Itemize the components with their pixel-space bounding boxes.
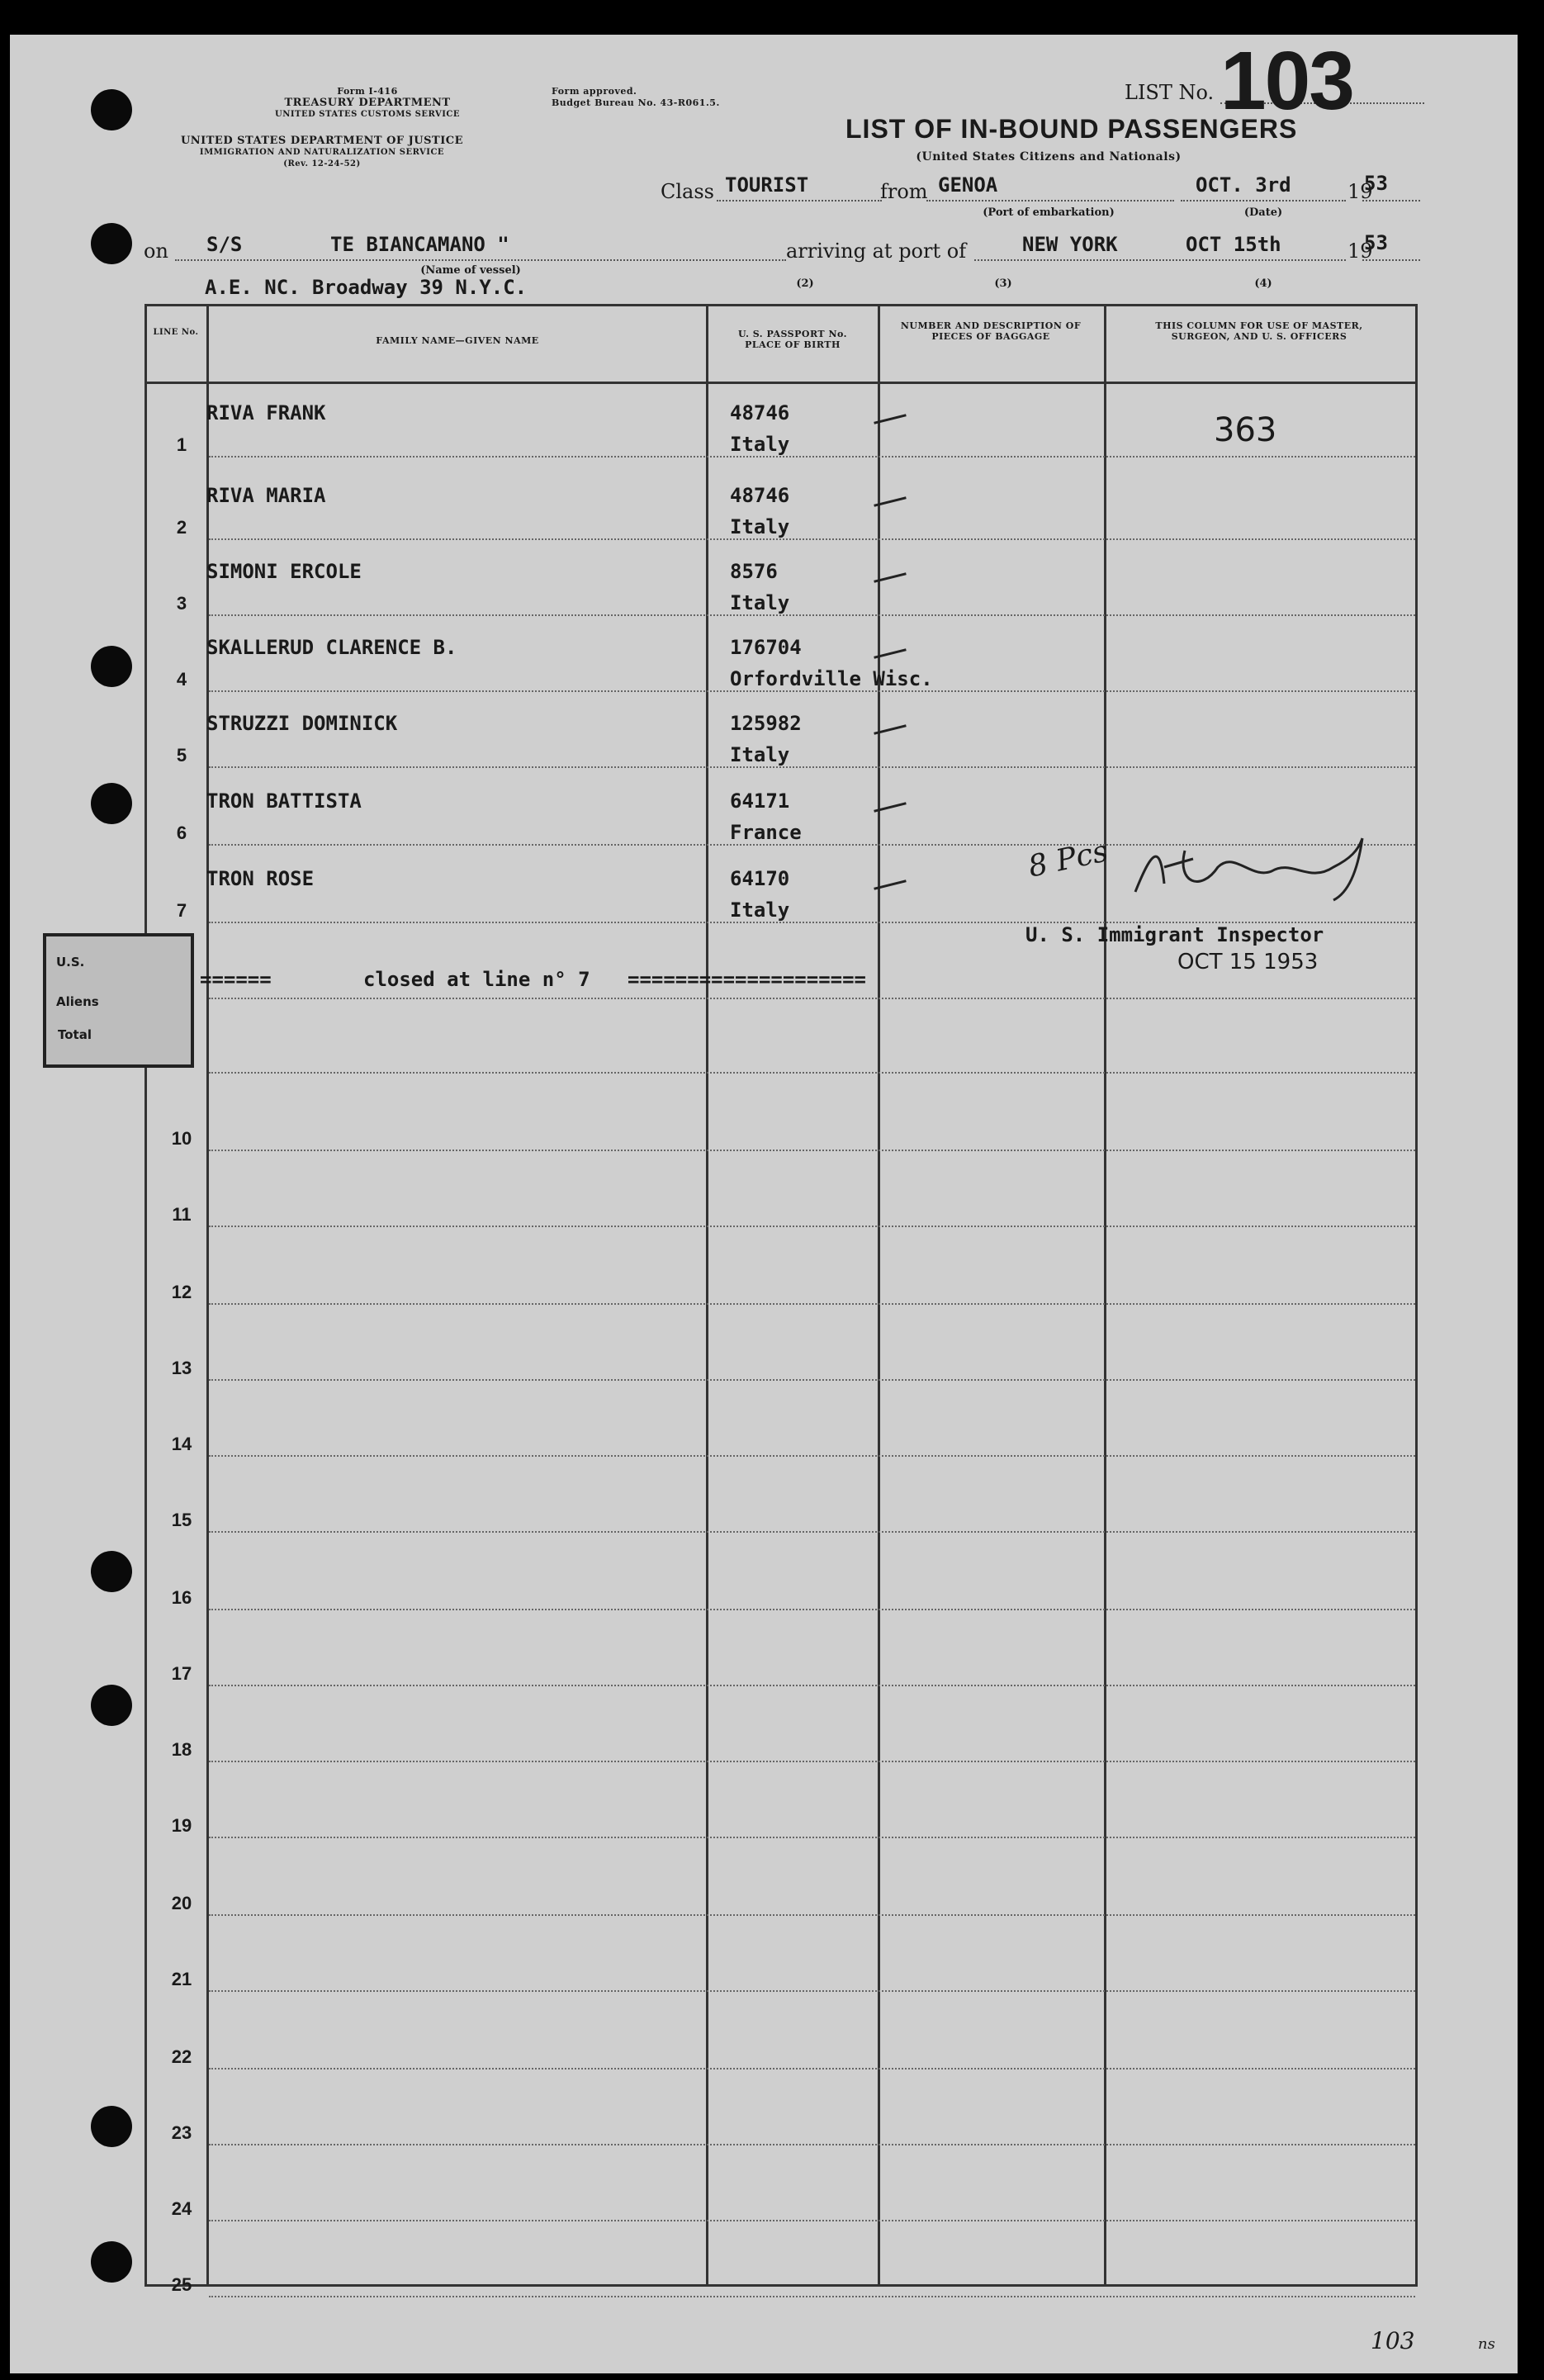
line-number: 19 [171, 1815, 192, 1836]
count-note: 363 [1214, 411, 1277, 449]
row-rule [209, 1914, 1415, 1916]
form-subtitle: (United States Citizens and Nationals) [916, 150, 1182, 164]
place-of-birth: Italy [730, 515, 790, 538]
line-number: 3 [176, 593, 187, 614]
inspector-signature [1127, 834, 1375, 908]
on-label: on [144, 239, 168, 263]
line-number: 13 [171, 1358, 192, 1378]
passport-number: 64171 [730, 789, 790, 813]
class-value: TOURIST [725, 173, 809, 197]
col-caption-3: (3) [994, 277, 1012, 290]
from-value: GENOA [938, 173, 998, 197]
line-number: 12 [171, 1282, 192, 1302]
handwritten-pieces: 8 Pcs [1025, 834, 1111, 884]
col-header-officers: THIS COLUMN FOR USE OF MASTER, SURGEON, AND U. S. OFFICERS [1155, 320, 1363, 342]
table-row [147, 545, 1415, 621]
year-line [1362, 200, 1420, 201]
baggage-check-mark [874, 496, 907, 507]
baggage-check-mark [874, 724, 907, 735]
col-caption-2: (2) [796, 277, 814, 290]
arrival-date: OCT 15th [1186, 233, 1281, 256]
agent-line: A.E. NC. Broadway 39 N.Y.C. [205, 276, 528, 299]
row-rule [209, 2296, 1415, 2297]
closed-dashes: ==================== [628, 968, 866, 991]
table-row [147, 1310, 1415, 1386]
place-of-birth: Italy [730, 591, 790, 614]
table-row [147, 2226, 1415, 2302]
passenger-name: TRON BATTISTA [206, 789, 362, 813]
punch-hole [91, 783, 132, 824]
line-number: 2 [176, 517, 187, 538]
row-rule [209, 1303, 1415, 1305]
year-prefix: 19 [1347, 180, 1373, 203]
row-rule [209, 1837, 1415, 1838]
table-row [147, 1921, 1415, 1997]
row-rule [209, 1150, 1415, 1151]
form-number: Form I-416 [337, 86, 398, 97]
table-row [147, 1691, 1415, 1767]
passenger-name: STRUZZI DOMINICK [206, 712, 398, 735]
table-row [147, 1003, 1415, 1079]
line-number: 10 [171, 1128, 192, 1149]
line-number: 23 [171, 2122, 192, 2143]
row-rule [209, 538, 1415, 540]
vessel-prefix: S/S [206, 233, 243, 256]
passport-number: 64170 [730, 867, 790, 890]
row-rule [209, 1072, 1415, 1074]
table-row [147, 469, 1415, 545]
table-row [147, 2074, 1415, 2150]
closed-dashes: ====== [200, 968, 272, 991]
line-number: 7 [176, 900, 187, 921]
place-of-birth: France [730, 821, 802, 844]
ins: IMMIGRATION AND NATURALIZATION SERVICE [199, 148, 445, 157]
baggage-check-mark [874, 572, 907, 583]
line-number: 14 [171, 1434, 192, 1454]
table-row [147, 2150, 1415, 2226]
budget-bureau: Budget Bureau No. 43-R061.5. [552, 97, 720, 108]
class-line [717, 200, 882, 201]
stamp-aliens: Aliens [56, 994, 99, 1009]
line-number: 1 [176, 434, 187, 455]
row-rule [209, 1455, 1415, 1457]
row-rule [209, 2068, 1415, 2069]
passenger-name: RIVA MARIA [206, 484, 326, 507]
table-row [147, 1386, 1415, 1462]
punch-hole [91, 2241, 132, 2283]
line-number: 20 [171, 1893, 192, 1913]
row-rule [209, 2220, 1415, 2221]
table-row [147, 1156, 1415, 1232]
arrival-year-line [1362, 259, 1420, 261]
place-of-birth: Orfordville Wisc. [730, 667, 933, 690]
passport-number: 48746 [730, 484, 790, 507]
passenger-name: SIMONI ERCOLE [206, 560, 362, 583]
table-row [147, 1767, 1415, 1843]
line-number: 22 [171, 2046, 192, 2067]
date-year: 53 [1364, 172, 1388, 195]
table-row [147, 1080, 1415, 1156]
from-label: from [880, 180, 928, 203]
row-rule [209, 1761, 1415, 1762]
line-number: 24 [171, 2198, 192, 2219]
baggage-check-mark [874, 414, 907, 424]
row-rule [209, 690, 1415, 692]
table-row [147, 697, 1415, 773]
punch-hole [91, 646, 132, 687]
line-number: 11 [172, 1204, 192, 1225]
row-rule [209, 1531, 1415, 1533]
class-label: Class [661, 180, 714, 203]
from-line [926, 200, 1174, 201]
arrival-year: 53 [1364, 231, 1388, 254]
row-rule [209, 998, 1415, 999]
row-rule [209, 1609, 1415, 1610]
punch-hole [91, 1551, 132, 1592]
baggage-check-mark [874, 879, 907, 890]
table-row [147, 1539, 1415, 1615]
vessel-value: TE BIANCAMANO " [330, 233, 509, 256]
row-rule [209, 1685, 1415, 1686]
table-row [147, 1615, 1415, 1691]
tally-stamp [43, 933, 194, 1068]
row-rule [209, 2144, 1415, 2145]
vessel-line [175, 259, 786, 261]
col-header-line: LINE No. [153, 328, 199, 337]
passport-number: 176704 [730, 636, 802, 659]
table-row [147, 1845, 1415, 1921]
list-no-label: LIST No. [1125, 81, 1215, 104]
col-caption-4: (4) [1254, 277, 1272, 290]
row-rule [209, 456, 1415, 458]
line-number: 6 [176, 823, 187, 843]
passenger-name: RIVA FRANK [206, 401, 326, 424]
punch-hole [91, 223, 132, 264]
embark-caption: (Port of embarkation) [983, 206, 1115, 219]
row-rule [209, 766, 1415, 768]
header-rule [144, 382, 1418, 384]
line-number: 17 [171, 1663, 192, 1684]
vessel-caption: (Name of vessel) [420, 264, 521, 277]
punch-hole [91, 1685, 132, 1726]
row-rule [209, 1226, 1415, 1227]
department: TREASURY DEPARTMENT [284, 97, 451, 109]
year-prefix-2: 19 [1347, 239, 1373, 263]
list-number: 103 [1220, 35, 1353, 127]
col-header-passport: U. S. PASSPORT No. PLACE OF BIRTH [738, 329, 847, 350]
row-rule [209, 614, 1415, 616]
passport-number: 8576 [730, 560, 778, 583]
stamp-total: Total [58, 1027, 92, 1042]
place-of-birth: Italy [730, 743, 790, 766]
line-number: 16 [171, 1587, 192, 1608]
inspector-label: U. S. Immigrant Inspector [1025, 923, 1324, 946]
col-header-baggage: NUMBER AND DESCRIPTION OF PIECES OF BAGGAGE [900, 320, 1082, 342]
passport-number: 48746 [730, 401, 790, 424]
table-row [147, 621, 1415, 697]
line-number: 18 [171, 1739, 192, 1760]
stamp-us: U.S. [56, 955, 85, 970]
arrival-port: NEW YORK [1022, 233, 1118, 256]
table-row [147, 1234, 1415, 1310]
line-number: 5 [176, 745, 187, 766]
arrival-line [974, 259, 1346, 261]
revision: (Rev. 12-24-52) [283, 159, 361, 168]
closed-text: closed at line n° 7 [363, 968, 590, 991]
date-value: OCT. 3rd [1196, 173, 1291, 197]
baggage-check-mark [874, 802, 907, 813]
passport-number: 125982 [730, 712, 802, 735]
punch-hole [91, 89, 132, 130]
line-number: 4 [176, 669, 187, 690]
col-header-name: FAMILY NAME—GIVEN NAME [376, 335, 539, 346]
line-number: 21 [171, 1969, 192, 1989]
footer-mark: ns [1478, 2335, 1495, 2353]
date-caption: (Date) [1243, 206, 1283, 219]
punch-hole [91, 2106, 132, 2147]
row-rule [209, 1379, 1415, 1381]
row-rule [209, 1990, 1415, 1992]
line-number: 25 [171, 2274, 192, 2295]
form-approved: Form approved. [552, 86, 637, 97]
place-of-birth: Italy [730, 433, 790, 456]
place-of-birth: Italy [730, 898, 790, 922]
footer-page-number: 103 [1371, 2327, 1415, 2354]
customs-service: UNITED STATES CUSTOMS SERVICE [275, 110, 460, 119]
table-row [147, 1998, 1415, 2074]
doj: UNITED STATES DEPARTMENT OF JUSTICE [180, 135, 464, 147]
passenger-name: SKALLERUD CLARENCE B. [206, 636, 457, 659]
passenger-name: TRON ROSE [206, 867, 315, 890]
baggage-check-mark [874, 648, 907, 659]
line-number: 15 [171, 1510, 192, 1530]
form-title: LIST OF IN-BOUND PASSENGERS [845, 114, 1298, 144]
date-line [1181, 200, 1346, 201]
arriving-label: arriving at port of [786, 239, 967, 263]
inspector-date: OCT 15 1953 [1177, 950, 1319, 974]
table-row [147, 1462, 1415, 1538]
